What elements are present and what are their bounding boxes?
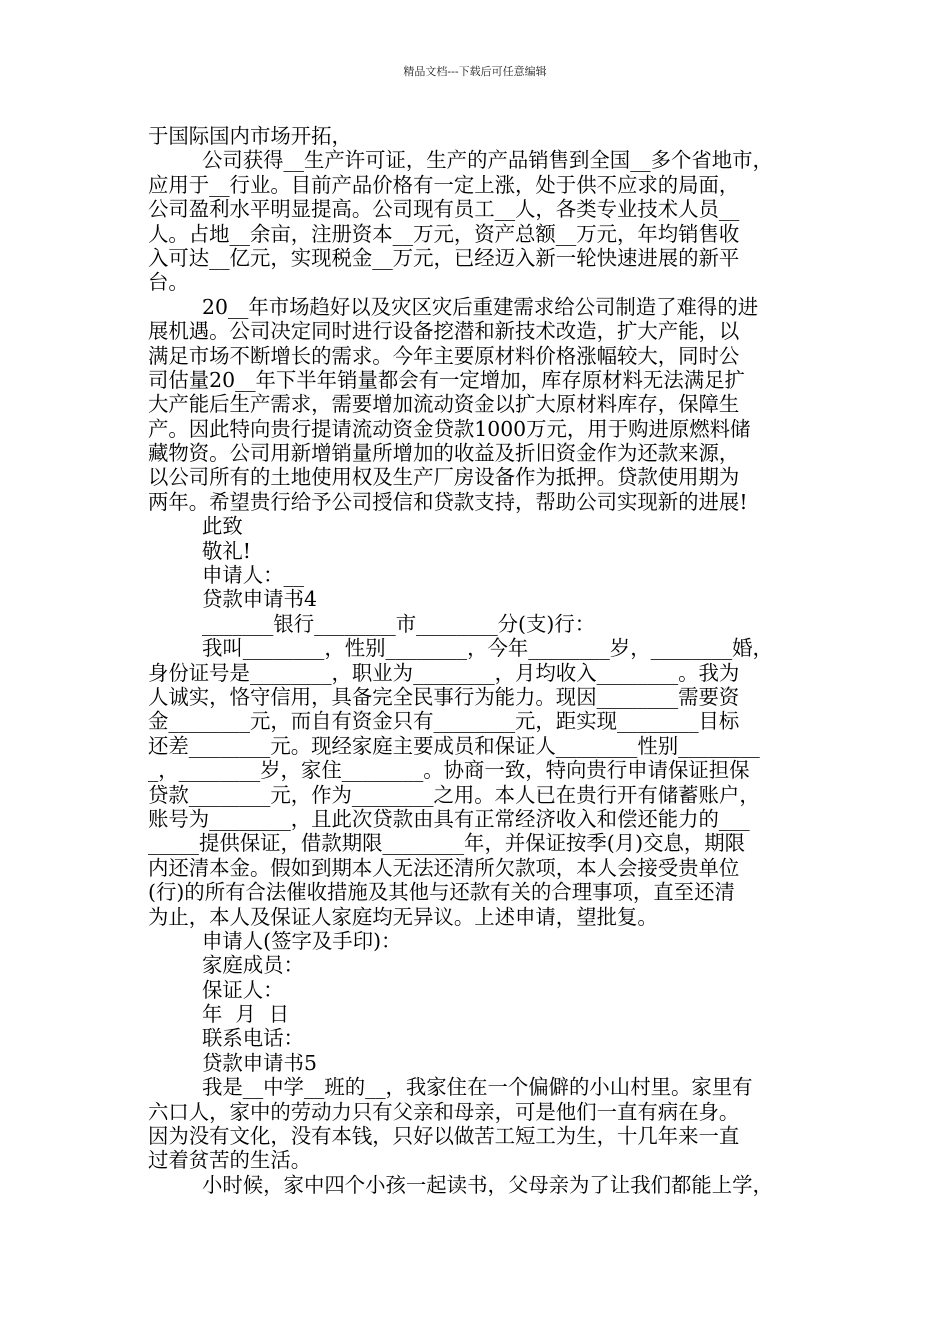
text-line: 贷款________元，作为________之用。本人已在贵行开有储蓄账户， [148,782,760,807]
text-line: 产。因此特向贵行提请流动资金贷款1000万元，用于购进原燃料储 [148,416,751,441]
text-line: 此致 [202,514,243,539]
text-line: 贷款申请书5 [202,1050,317,1075]
text-line: 金________元，而自有资金只有________元，距实现________目标 [148,709,740,734]
text-line: 入可达__亿元，实现税金__万元，已经迈入新一轮快速进展的新平 [148,245,740,270]
text-line: 联系电话： [202,1026,304,1051]
text-line: 申请人(签字及手印)： [202,928,402,953]
text-line: 满足市场不断增长的需求。今年主要原材料价格涨幅较大，同时公 [148,343,740,368]
text-line: 20__年市场趋好以及灾区灾后重建需求给公司制造了难得的进 [202,294,759,319]
text-line: 敬礼! [202,538,251,563]
page-header: 精品文档---下载后可任意编辑 [403,65,547,78]
text-line: 藏物资。公司用新增销量所增加的收益及折旧资金作为还款来源， [148,441,740,466]
text-line: 账号为________，且此次贷款由具有正常经济收入和偿还能力的___ [148,806,750,831]
text-line: 身份证号是________，职业为________，月均收入________。我为 [148,660,740,685]
text-line: 还差________元。现经家庭主要成员和保证人________性别________ [148,733,760,758]
text-line: 我叫________，性别________，今年________岁，________婚， [202,636,773,661]
text-line: 大产能后生产需求，需要增加流动资金以扩大原材料库存，保障生 [148,392,740,417]
text-line: 保证人： [202,977,284,1002]
text-line: 过着贫苦的生活。 [148,1148,312,1173]
text-line: 两年。希望贵行给予公司授信和贷款支持，帮助公司实现新的进展! [148,489,748,514]
text-line: 应用于__行业。目前产品价格有一定上涨，处于供不应求的局面， [148,172,740,197]
text-line: 司估量20__年下半年销量都会有一定增加，库存原材料无法满足扩 [148,367,745,392]
text-line: 我是__中学__班的__，我家住在一个偏僻的小山村里。家里有 [202,1075,753,1100]
text-line: 家庭成员： [202,953,304,978]
text-line: 人诚实，恪守信用，具备完全民事行为能力。现因________需要资 [148,684,740,709]
text-line: 台。 [148,270,189,295]
text-line: 小时候，家中四个小孩一起读书，父母亲为了让我们都能上学， [202,1172,773,1197]
text-line: 于国际国内市场开拓， [148,124,352,148]
text-line: 申请人：__ [202,563,304,588]
text-line: 六口人，家中的劳动力只有父亲和母亲，可是他们一直有病在身。 [148,1099,740,1124]
document-body [148,124,828,1197]
text-line: 展机遇。公司决定同时进行设备挖潜和新技术改造，扩大产能，以 [148,319,740,344]
text-line: 为止，本人及保证人家庭均无异议。上述申请，望批复。 [148,904,658,929]
text-line: 公司获得__生产许可证，生产的产品销售到全国__多个省地市， [202,148,773,173]
text-line: (行)的所有合法催收措施及其他与还款有关的合理事项，直至还清 [148,880,735,905]
text-line: 公司盈利水平明显提高。公司现有员工__人，各类专业技术人员__ [148,197,740,222]
text-line: 贷款申请书4 [202,587,317,612]
text-line: 人。占地__余亩，注册资本__万元，资产总额__万元，年均销售收 [148,221,740,246]
text-line: _，________岁，家住________。协商一致，特向贵行申请保证担保 [148,758,750,783]
text-line: _______银行________市________分(支)行： [202,611,596,636]
text-line: _____提供保证，借款期限________年，并保证按季(月)交息，期限 [148,831,746,856]
text-line: 内还清本金。假如到期本人无法还清所欠款项，本人会接受贵单位 [148,855,740,880]
text-line: 因为没有文化，没有本钱，只好以做苦工短工为生，十几年来一直 [148,1124,740,1149]
text-line: 以公司所有的土地使用权及生产厂房设备作为抵押。贷款使用期为 [148,465,740,490]
text-line: 年 月 日 [202,1002,290,1027]
